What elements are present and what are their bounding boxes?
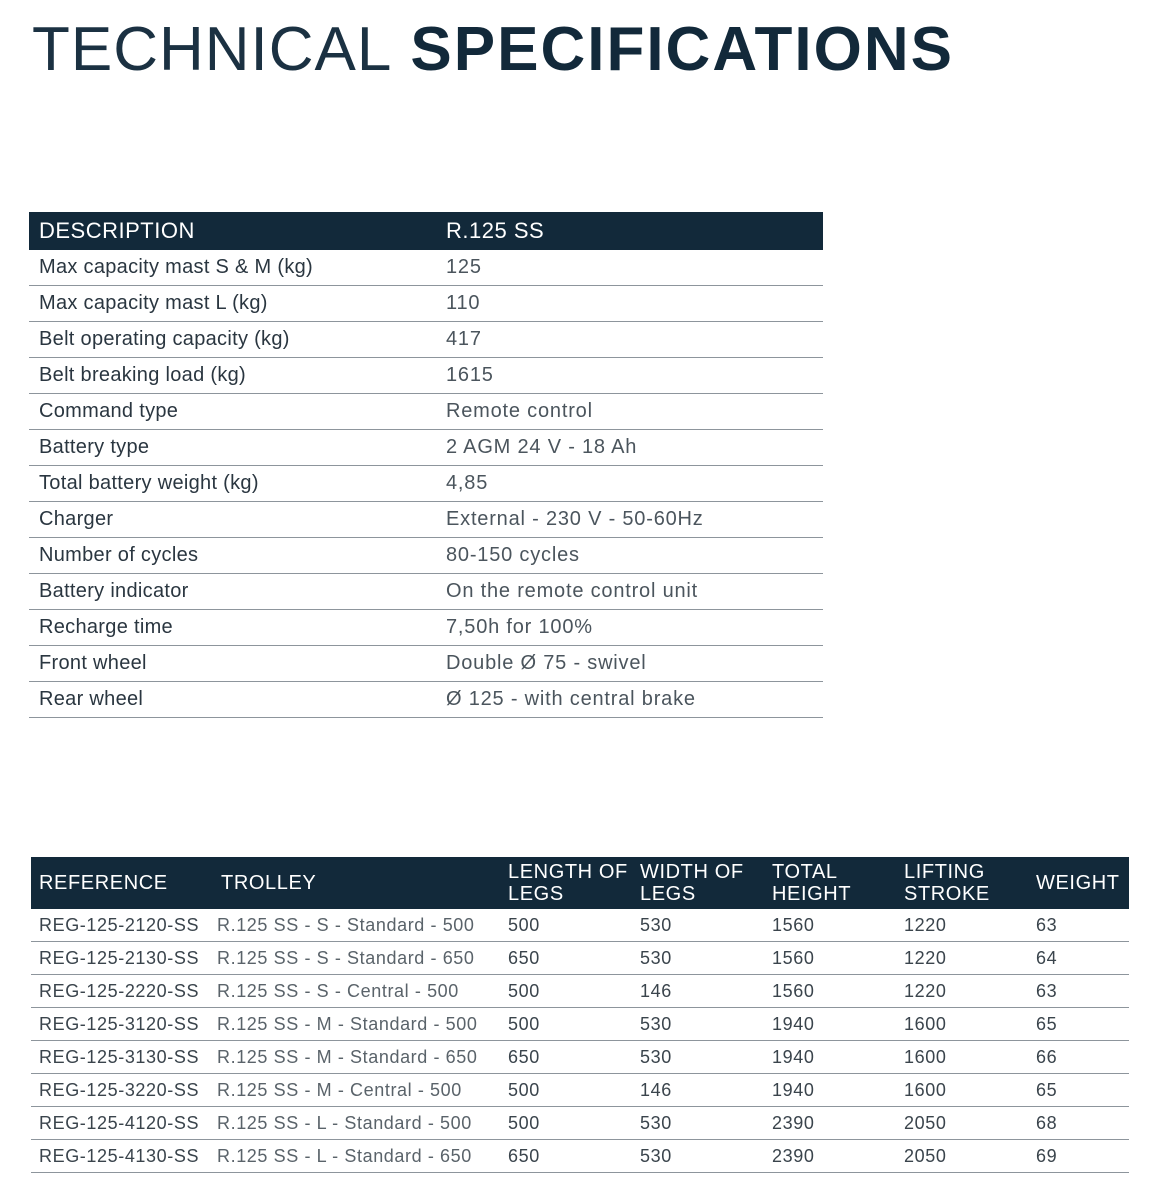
ref-cell-weight: 63 <box>1028 975 1129 1008</box>
spec-header-model: R.125 SS <box>436 212 823 250</box>
spec-header-description: DESCRIPTION <box>29 212 436 250</box>
table-row <box>31 909 1129 942</box>
table-row <box>31 1140 1129 1173</box>
spec-value: On the remote control unit <box>436 574 823 610</box>
ref-cell-length: 500 <box>500 909 632 942</box>
table-row <box>31 1107 1129 1140</box>
ref-cell-stroke: 2050 <box>896 1107 1028 1140</box>
ref-header-lifting-stroke: LIFTING STROKE <box>896 857 1028 909</box>
spec-value: 110 <box>436 286 823 322</box>
ref-cell-weight: 65 <box>1028 1008 1129 1041</box>
ref-cell-stroke: 1600 <box>896 1041 1028 1074</box>
spec-label: Recharge time <box>29 610 436 646</box>
ref-header-weight: WEIGHT <box>1028 857 1129 909</box>
spec-value: Ø 125 - with central brake <box>436 682 823 718</box>
ref-cell-trolley: R.125 SS - L - Standard - 500 <box>213 1107 500 1140</box>
ref-cell-weight: 66 <box>1028 1041 1129 1074</box>
ref-cell-stroke: 2050 <box>896 1140 1028 1173</box>
ref-cell-weight: 63 <box>1028 909 1129 942</box>
ref-cell-width: 530 <box>632 909 764 942</box>
spec-label: Front wheel <box>29 646 436 682</box>
ref-header-width-of-legs: WIDTH OF LEGS <box>632 857 764 909</box>
ref-cell-width: 146 <box>632 975 764 1008</box>
spec-label: Battery indicator <box>29 574 436 610</box>
ref-cell-stroke: 1600 <box>896 1008 1028 1041</box>
ref-cell-height: 1940 <box>764 1008 896 1041</box>
reference-table-header <box>31 857 1129 909</box>
ref-cell-height: 1940 <box>764 1074 896 1107</box>
spec-value: 80-150 cycles <box>436 538 823 574</box>
ref-cell-trolley: R.125 SS - M - Standard - 500 <box>213 1008 500 1041</box>
reference-table <box>31 857 1129 1173</box>
table-row <box>29 610 823 646</box>
ref-cell-height: 2390 <box>764 1140 896 1173</box>
ref-cell-width: 530 <box>632 1107 764 1140</box>
ref-cell-reference: REG-125-2120-SS <box>31 909 213 942</box>
ref-cell-trolley: R.125 SS - S - Central - 500 <box>213 975 500 1008</box>
table-row <box>31 942 1129 975</box>
ref-cell-trolley: R.125 SS - S - Standard - 500 <box>213 909 500 942</box>
page-title-bold: SPECIFICATIONS <box>410 15 954 84</box>
table-row <box>29 394 823 430</box>
ref-cell-trolley: R.125 SS - L - Standard - 650 <box>213 1140 500 1173</box>
spec-label: Max capacity mast L (kg) <box>29 286 436 322</box>
table-row <box>31 1074 1129 1107</box>
page-title <box>32 14 954 85</box>
spec-value: 4,85 <box>436 466 823 502</box>
table-row <box>29 430 823 466</box>
table-row <box>29 538 823 574</box>
ref-cell-trolley: R.125 SS - S - Standard - 650 <box>213 942 500 975</box>
ref-cell-reference: REG-125-2130-SS <box>31 942 213 975</box>
table-row <box>31 1041 1129 1074</box>
ref-cell-length: 500 <box>500 975 632 1008</box>
ref-cell-length: 500 <box>500 1008 632 1041</box>
ref-cell-width: 146 <box>632 1074 764 1107</box>
ref-cell-reference: REG-125-3220-SS <box>31 1074 213 1107</box>
table-row <box>29 466 823 502</box>
ref-cell-height: 1560 <box>764 975 896 1008</box>
page-title-light: TECHNICAL <box>32 15 393 84</box>
table-row <box>29 682 823 718</box>
spec-value: 2 AGM 24 V - 18 Ah <box>436 430 823 466</box>
ref-cell-reference: REG-125-3130-SS <box>31 1041 213 1074</box>
ref-header-total-height: TOTAL HEIGHT <box>764 857 896 909</box>
ref-cell-length: 500 <box>500 1107 632 1140</box>
spec-label: Command type <box>29 394 436 430</box>
ref-cell-reference: REG-125-2220-SS <box>31 975 213 1008</box>
ref-cell-width: 530 <box>632 1041 764 1074</box>
spec-value: 417 <box>436 322 823 358</box>
spec-label: Charger <box>29 502 436 538</box>
spec-label: Rear wheel <box>29 682 436 718</box>
table-row <box>29 646 823 682</box>
spec-label: Battery type <box>29 430 436 466</box>
table-row <box>31 975 1129 1008</box>
ref-cell-trolley: R.125 SS - M - Standard - 650 <box>213 1041 500 1074</box>
ref-cell-width: 530 <box>632 1008 764 1041</box>
spec-label: Number of cycles <box>29 538 436 574</box>
ref-cell-height: 1560 <box>764 909 896 942</box>
spec-label: Belt breaking load (kg) <box>29 358 436 394</box>
ref-cell-height: 1940 <box>764 1041 896 1074</box>
spec-value: External - 230 V - 50-60Hz <box>436 502 823 538</box>
ref-cell-reference: REG-125-4130-SS <box>31 1140 213 1173</box>
ref-cell-width: 530 <box>632 942 764 975</box>
spec-table <box>29 212 823 718</box>
table-row <box>29 502 823 538</box>
spec-label: Total battery weight (kg) <box>29 466 436 502</box>
ref-cell-stroke: 1220 <box>896 942 1028 975</box>
ref-header-length-of-legs: LENGTH OF LEGS <box>500 857 632 909</box>
table-row <box>29 322 823 358</box>
ref-cell-weight: 65 <box>1028 1074 1129 1107</box>
ref-cell-weight: 64 <box>1028 942 1129 975</box>
ref-cell-length: 650 <box>500 1041 632 1074</box>
ref-header-trolley: TROLLEY <box>213 857 500 909</box>
ref-cell-trolley: R.125 SS - M - Central - 500 <box>213 1074 500 1107</box>
ref-cell-height: 1560 <box>764 942 896 975</box>
spec-value: 1615 <box>436 358 823 394</box>
spec-table-header <box>29 212 823 250</box>
table-row <box>29 574 823 610</box>
ref-cell-stroke: 1220 <box>896 909 1028 942</box>
spec-value: Double Ø 75 - swivel <box>436 646 823 682</box>
table-row <box>29 250 823 286</box>
ref-cell-weight: 68 <box>1028 1107 1129 1140</box>
ref-cell-weight: 69 <box>1028 1140 1129 1173</box>
ref-cell-length: 650 <box>500 942 632 975</box>
table-row <box>29 286 823 322</box>
ref-header-reference: REFERENCE <box>31 857 213 909</box>
ref-cell-reference: REG-125-4120-SS <box>31 1107 213 1140</box>
ref-cell-length: 500 <box>500 1074 632 1107</box>
spec-label: Belt operating capacity (kg) <box>29 322 436 358</box>
spec-label: Max capacity mast S & M (kg) <box>29 250 436 286</box>
spec-value: 7,50h for 100% <box>436 610 823 646</box>
table-row <box>29 358 823 394</box>
ref-cell-height: 2390 <box>764 1107 896 1140</box>
spec-value: 125 <box>436 250 823 286</box>
ref-cell-length: 650 <box>500 1140 632 1173</box>
ref-cell-stroke: 1220 <box>896 975 1028 1008</box>
ref-cell-reference: REG-125-3120-SS <box>31 1008 213 1041</box>
table-row <box>31 1008 1129 1041</box>
spec-value: Remote control <box>436 394 823 430</box>
ref-cell-width: 530 <box>632 1140 764 1173</box>
ref-cell-stroke: 1600 <box>896 1074 1028 1107</box>
